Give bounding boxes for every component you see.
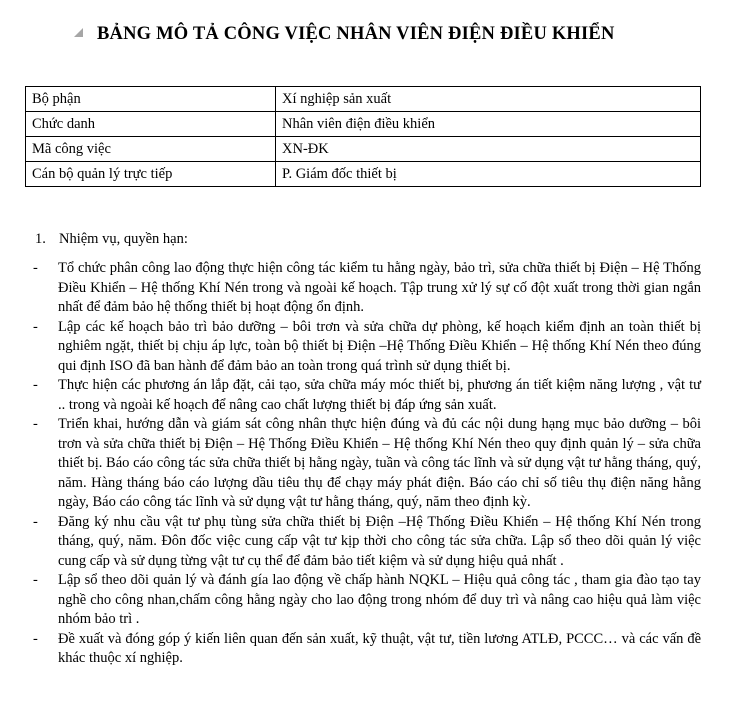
list-item: [0, 415, 729, 513]
row-value: P. Giám đốc thiết bị: [276, 162, 701, 187]
document-title: BẢNG MÔ TẢ CÔNG VIỆC NHÂN VIÊN ĐIỆN ĐIỀU KHIỂN: [97, 24, 615, 44]
dash-bullet: -: [33, 377, 38, 393]
table-row: [26, 137, 701, 162]
row-label: Cán bộ quản lý trực tiếp: [26, 162, 276, 187]
list-item: [0, 630, 729, 669]
dash-bullet: -: [33, 572, 38, 588]
heading-row: [0, 22, 729, 50]
table-row: [26, 162, 701, 187]
section-number: 1.: [35, 231, 46, 247]
row-value: Nhân viên điện điều khiển: [276, 112, 701, 137]
row-value: Xí nghiệp sản xuất: [276, 87, 701, 112]
dash-bullet: -: [33, 416, 38, 432]
row-value: XN-ĐK: [276, 137, 701, 162]
list-item-text: Đề xuất và đóng góp ý kiến liên quan đến sản xuất, kỹ thuật, vật tư, tiền lương ATLĐ, PCCC… và các vấn đề khác thuộc xí nghiệp.: [58, 630, 701, 666]
table-row: [26, 112, 701, 137]
list-item: [0, 318, 729, 377]
list-item: [0, 571, 729, 630]
list-item: [0, 376, 729, 415]
dash-bullet: -: [33, 318, 38, 335]
table-row: [26, 87, 701, 112]
list-item-text: Đăng ký nhu cầu vật tư phụ tùng sửa chữa thiết bị Điện –Hệ Thống Điều Khiển – Hệ thống Khí Nén trong tháng, quý, năm. Đôn đốc việc cung cấp vật tư kịp thời cho công tác sửa chữa. Lập sổ theo dõi quản lý việc cung cấp và sử dụng từng vật tư cụ thể để đảm bảo tiết kiệm và sử dụng hiệu quả nhất .: [58, 513, 701, 569]
row-label: Chức danh: [26, 112, 276, 137]
list-item-text: Tổ chức phân công lao động thực hiện công tác kiểm tu hằng ngày, bảo trì, sửa chữa thiết bị Điện – Hệ Thống Điều Khiển – Hệ thống Khí Nén trong và ngoài kế hoạch. Tập trung xử lý sự cố đột xuất trong thời gian ngắn nhất để đảm bảo hệ thống thiết bị hoạt động ổn định.: [58, 260, 701, 315]
list-item: [0, 513, 729, 572]
list-item-text: Thực hiện các phương án lắp đặt, cải tạo, sửa chữa máy móc thiết bị, phương án tiết kiệm năng lượng , vật tư .. trong và ngoài kế hoạch để nâng cao chất lượng thiết bị đáp ứng sản xuất.: [58, 377, 701, 413]
row-label: Bộ phận: [26, 87, 276, 112]
heading-marker-icon: [74, 28, 83, 37]
duties-list: [0, 259, 729, 669]
list-item-text: Lập sổ theo dõi quản lý và đánh gía lao động về chấp hành NQKL – Hiệu quả công tác , tham gia đào tạo tay nghề cho công nhan,chấm công hằng ngày cho lao động trong nhóm để duy trì và nâng cao hiệu quả làm việc nhóm bảo trì .: [58, 572, 701, 627]
dash-bullet: -: [33, 260, 38, 276]
list-item-text: Lập các kế hoạch bảo trì bảo dưỡng – bôi trơn và sửa chữa dự phòng, kế hoạch kiểm định an toàn thiết bị nghiêm ngặt, thiết bị chịu áp lực, toàn bộ thiết bị Điện –Hệ Thống Điều Khiển – Hệ thống Khí Nén theo đúng qui định ISO đã ban hành để đảm bảo an toàn trong quá trình sử dụng thiết bị.: [58, 318, 701, 374]
job-info-table: [25, 86, 701, 187]
row-label: Mã công việc: [26, 137, 276, 162]
list-item: [0, 259, 729, 318]
dash-bullet: -: [33, 513, 38, 530]
section-heading: [35, 231, 188, 248]
list-item-text: Triển khai, hướng dẫn và giám sát công nhân thực hiện đúng và đủ các nội dung hạng mục bảo dưỡng – bôi trơn và sửa chữa thiết bị Điện – Hệ Thống Điều Khiển – Hệ thống Khí Nén theo quy định quản lý – sửa chữa thiết bị. Báo cáo công tác sửa chữa thiết bị hằng ngày, tuần và công tác lĩnh và sử dụng vật tư hằng tháng, quý, năm. Hàng tháng báo cáo lượng dầu tiêu thụ để chạy máy phát điện. Báo cáo chỉ số tiêu thụ điện năng hằng ngày, Báo cáo công tác lĩnh và sử dụng vật tư hằng tháng, quý, năm theo định kỳ.: [58, 416, 701, 510]
section-title: Nhiệm vụ, quyền hạn:: [59, 231, 188, 247]
dash-bullet: -: [33, 630, 38, 647]
